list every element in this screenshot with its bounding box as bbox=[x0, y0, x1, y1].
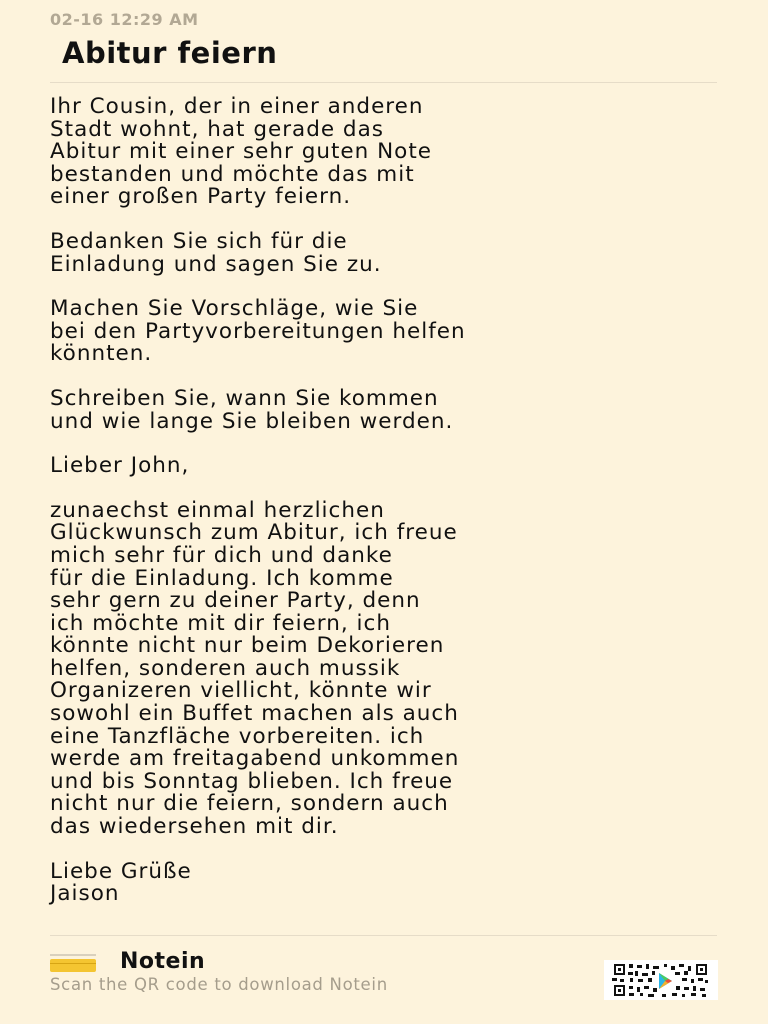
note-title: Abitur feiern bbox=[62, 36, 278, 70]
footer-brand: Notein bbox=[120, 949, 206, 974]
letter-body: zunaechst einmal herzlichen Glückwunsch zum Abitur, ich freue mich sehr für dich und danke für die Einladung. Ich komme sehr gern zu deiner Party, denn ich möchte mit dir feiern, ich könnte nicht nur beim Dekorieren helfen, sonderen auch mussik Organizeren viellicht, könnte wir sowohl ein Buffet machen als auch eine Tanzfläche vorbereiten. ich werde am freitagabend unkommen und bis Sonntag blieben. Ich freue nicht nur die feiern, sondern auch das wiedersehen mit dir. bbox=[50, 497, 460, 840]
footer-divider bbox=[50, 935, 717, 936]
qr-code-icon bbox=[604, 960, 718, 1000]
qr-scan-text: Scan the QR code to download Notein bbox=[50, 975, 388, 994]
notepad-icon bbox=[50, 954, 96, 972]
prompt-paragraph-1: Ihr Cousin, der in einer anderen Stadt wohnt, hat gerade das Abitur mit einer sehr guten Note bestanden und möchte das mit einer großen Party feiern. bbox=[50, 94, 432, 210]
letter-salutation: Lieber John, bbox=[50, 453, 190, 479]
letter-closing: Liebe Grüße Jaison bbox=[50, 858, 192, 907]
title-divider bbox=[50, 82, 717, 83]
prompt-paragraph-3: Machen Sie Vorschläge, wie Sie bei den Partyvorbereitungen helfen könnten. bbox=[50, 296, 466, 367]
prompt-paragraph-2: Bedanken Sie sich für die Einladung und sagen Sie zu. bbox=[50, 228, 382, 277]
prompt-paragraph-4: Schreiben Sie, wann Sie kommen und wie lange Sie bleiben werden. bbox=[50, 385, 454, 434]
timestamp: 02-16 12:29 AM bbox=[50, 10, 199, 29]
note-body bbox=[50, 96, 740, 928]
